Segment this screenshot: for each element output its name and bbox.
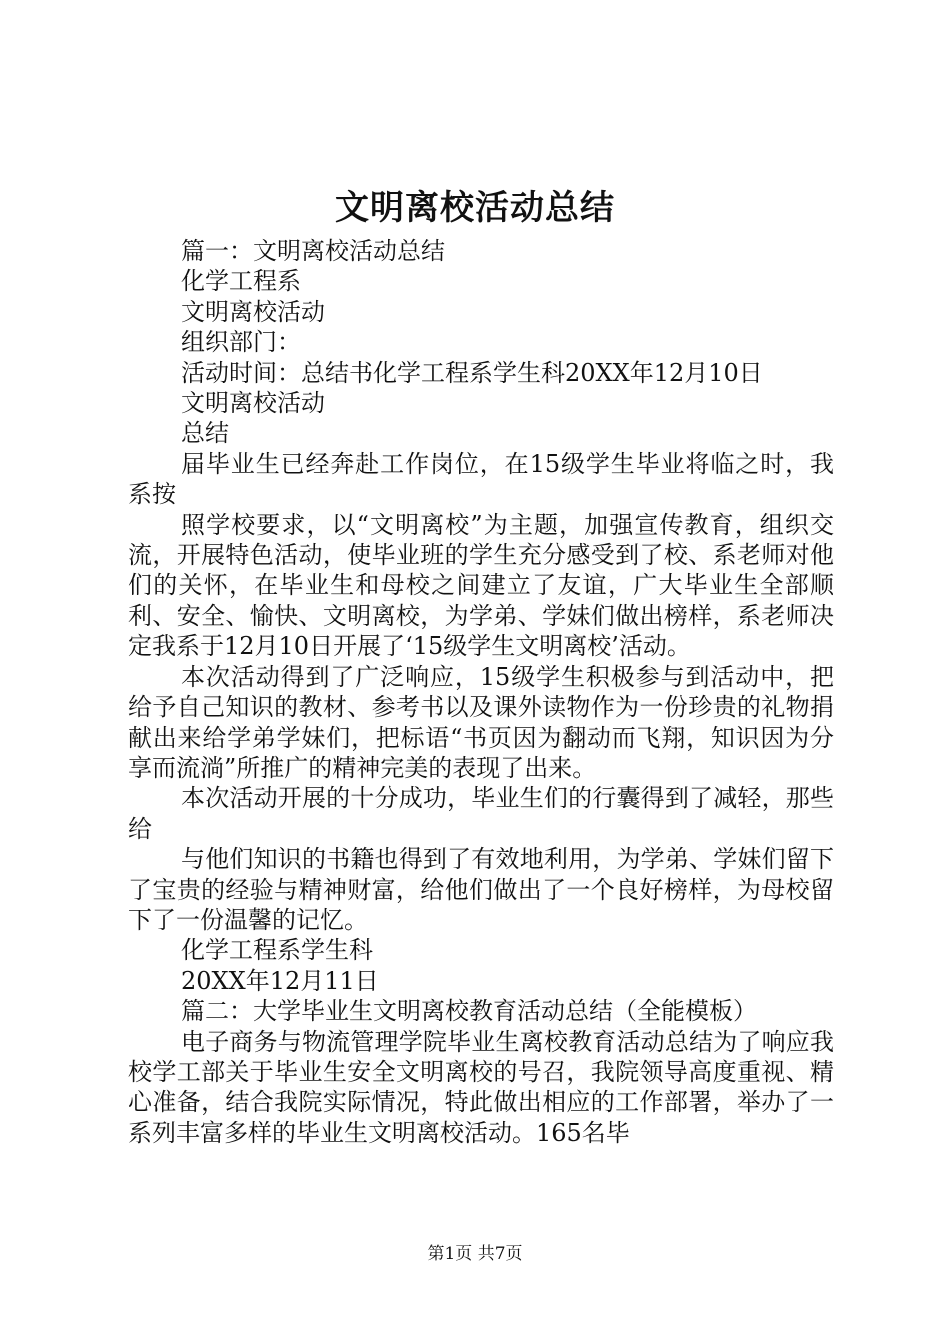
- paragraph: 篇二：大学毕业生文明离校教育活动总结（全能模板）: [181, 997, 757, 1026]
- page-footer: 第1页 共7页: [427, 1244, 523, 1264]
- document-body: [128, 236, 834, 1148]
- paragraph: 届毕业生已经奔赴工作岗位，在15级学生毕业将临之时，我系按: [128, 449, 834, 509]
- paragraph: 本次活动得到了广泛响应，15级学生积极参与到活动中，把给予自己知识的教材、参考书以及课外读物作为一份珍贵的礼物捐献出来给学弟学妹们，把标语“书页因为翻动而飞翔，知识因为分享而流淌”所推广的精神完美的表现了出来。: [128, 662, 834, 782]
- paragraph: 化学工程系: [181, 267, 301, 296]
- paragraph: 活动时间：总结书化学工程系学生科20XX年12月10日: [181, 358, 763, 387]
- paragraph: 电子商务与物流管理学院毕业生离校教育活动总结为了响应我校学工部关于毕业生安全文明离校的号召，我院领导高度重视、精心准备，结合我院实际情况，特此做出相应的工作部署，举办了一系列丰富多样的毕业生文明离校活动。165名毕: [128, 1027, 834, 1147]
- paragraph: 文明离校活动: [181, 297, 325, 326]
- paragraph: 照学校要求，以“文明离校”为主题，加强宣传教育，组织交流，开展特色活动，使毕业班的学生充分感受到了校、系老师对他们的关怀，在毕业生和母校之间建立了友谊，广大毕业生全部顺利、安全、愉快、文明离校，为学弟、学妹们做出榜样，系老师决定我系于12月10日开展了‘15级学生文明离校’活动。: [128, 510, 834, 661]
- paragraph: 文明离校活动: [181, 389, 325, 418]
- paragraph: 篇一：文明离校活动总结: [181, 237, 445, 265]
- document-title: 文明离校活动总结: [335, 188, 615, 228]
- paragraph: 与他们知识的书籍也得到了有效地利用，为学弟、学妹们留下了宝贵的经验与精神财富，给他们做出了一个良好榜样，为母校留下了一份温馨的记忆。: [128, 845, 834, 934]
- paragraph: 组织部门：: [181, 328, 301, 357]
- paragraph: 本次活动开展的十分成功，毕业生们的行囊得到了减轻，那些给: [128, 784, 834, 843]
- paragraph: 20XX年12月11日: [181, 966, 379, 995]
- paragraph: 化学工程系学生科: [181, 936, 373, 965]
- paragraph: 总结: [181, 419, 229, 448]
